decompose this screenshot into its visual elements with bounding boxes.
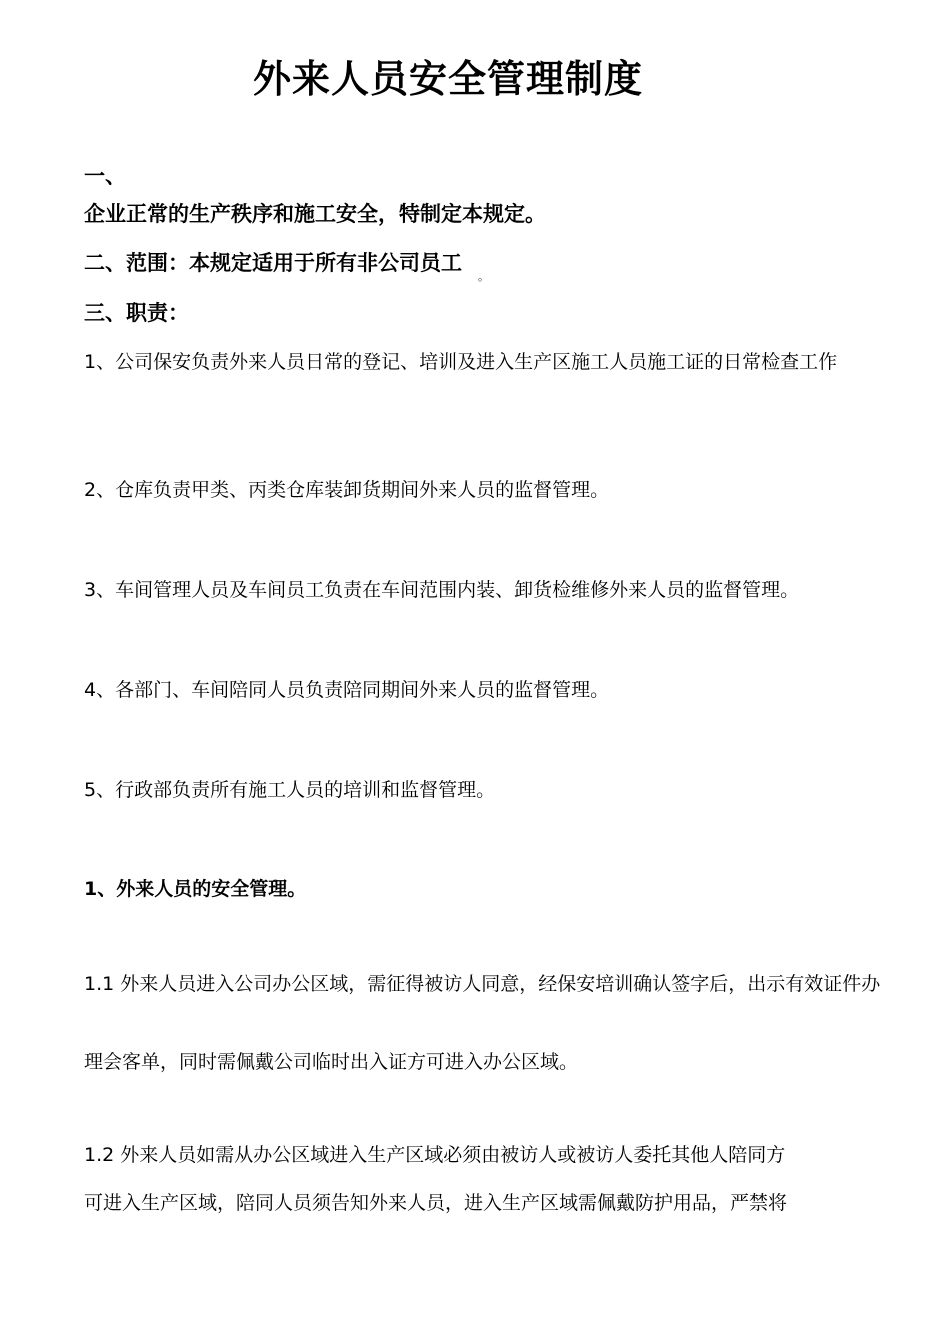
duty-item: 4、各部门、车间陪同人员负责陪同期间外来人员的监督管理。: [84, 679, 610, 701]
section-3-heading: 三、职责：: [84, 301, 189, 325]
section-1-heading: 一、: [84, 164, 126, 188]
clause-1-1-line-2: 理会客单，同时需佩戴公司临时出入证方可进入办公区域。: [84, 1051, 579, 1073]
duty-item: 2、仓库负责甲类、丙类仓库装卸货期间外来人员的监督管理。: [84, 479, 610, 501]
clause-1-2-line-2: 可进入生产区域，陪同人员须告知外来人员，进入生产区域需佩戴防护用品，严禁将: [84, 1192, 788, 1214]
clause-1-1-line-1: 1.1 外来人员进入公司办公区域，需征得被访人同意，经保安培训确认签字后，出示有效证件办: [84, 973, 881, 995]
section-2-mark: 。: [478, 270, 489, 283]
document-title: 外来人员安全管理制度: [252, 57, 643, 101]
section-1-text: 企业正常的生产秩序和施工安全，特制定本规定。: [84, 202, 546, 226]
duty-item: 1、公司保安负责外来人员日常的登记、培训及进入生产区施工人员施工证的日常检查工作: [84, 351, 838, 373]
duty-item: 5、行政部负责所有施工人员的培训和监督管理。: [84, 779, 496, 801]
subsection-heading: 1、外来人员的安全管理。: [84, 878, 307, 900]
duty-item: 3、车间管理人员及车间员工负责在车间范围内装、卸货检维修外来人员的监督管理。: [84, 579, 800, 601]
clause-1-2-line-1: 1.2 外来人员如需从办公区域进入生产区域必须由被访人或被访人委托其他人陪同方: [84, 1144, 786, 1166]
section-2-scope: 二、范围：本规定适用于所有非公司员工: [84, 251, 462, 275]
